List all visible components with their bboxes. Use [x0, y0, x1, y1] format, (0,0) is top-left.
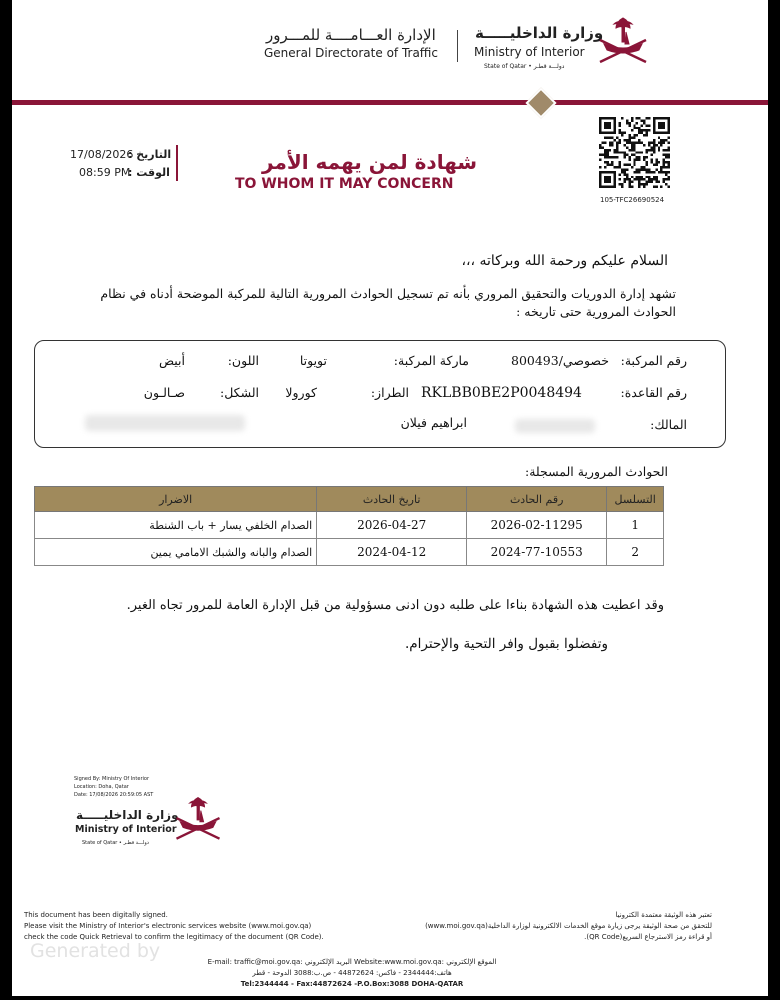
- reference-number: 105-TFC26690524: [600, 196, 665, 204]
- ministry-name-en: Ministry of Interior: [474, 45, 585, 59]
- contact-phone-ar: هاتف:2344444 - فاكس: 44872624 - ص.ب:3088 الدوحة - قطر: [252, 969, 452, 977]
- intro-paragraph: تشهد إدارة الدوريات والتحقيق المروري بأنه تم تسجيل الحوادث المرورية التالية للمركبة الموضحة أدناه في نظام الحوادث المرورية حتى تاريخه :: [100, 286, 676, 319]
- owner-label: المالك:: [650, 417, 687, 432]
- signature-location: Location: Doha, Qatar: [74, 784, 129, 790]
- vehicle-details-box: [34, 340, 726, 448]
- traffic-directorate-en: General Directorate of Traffic: [264, 46, 438, 60]
- color-label: اللون:: [227, 353, 259, 368]
- footer-arabic-note: [352, 910, 712, 943]
- col-seq: التسلسل: [607, 487, 664, 512]
- owner-value: ابراهيم فيلان: [400, 415, 467, 430]
- closing-statement: وقد اعطيت هذه الشهادة بناءا على طلبه دون ادنى مسؤولية من قبل الإدارة العامة للمرور تجاه الغير.: [126, 598, 664, 613]
- redacted-owner-ref: [85, 415, 245, 431]
- damage-cell: الصدام والبانه والشبك الامامي يمين: [35, 539, 317, 566]
- footer-contact: [202, 957, 502, 990]
- date-value: 17/08/2026: [70, 148, 134, 161]
- title-en: TO WHOM IT MAY CONCERN: [235, 176, 454, 192]
- time-value: 08:59 PM: [79, 166, 131, 179]
- footer-english-note: [24, 910, 324, 943]
- date-cell: 2026-04-27: [317, 512, 467, 539]
- damage-cell: الصدام الخلفي يسار + باب الشنطة: [35, 512, 317, 539]
- date-divider: [176, 145, 178, 181]
- date-label: التاريخ :: [128, 148, 172, 161]
- redacted-id: [515, 419, 595, 433]
- footer-en-line: Please visit the Ministry of Interior's electronic services website (www.moi.gov.qa): [24, 922, 312, 930]
- shape-label: الشكل:: [219, 385, 259, 400]
- closing-regards: وتفضلوا بقبول وافر التحية والإحترام.: [405, 636, 608, 652]
- make-label: ماركة المركبة:: [393, 353, 469, 368]
- chassis-label: رقم القاعدة:: [620, 385, 687, 400]
- header-divider: [457, 30, 458, 62]
- footer-ar-line: للتحقق من صحة الوثيقة يرجى زيارة موقع الخدمات الالكترونية لوزارة الداخلية(www.moi.gov.qa): [425, 922, 712, 930]
- qatar-emblem-icon: [169, 790, 227, 848]
- number-cell: 2026-02-11295: [467, 512, 607, 539]
- footer-ar-line: تعتبر هذه الوثيقة معتمدة الكترونيا: [615, 911, 712, 919]
- signature-ministry-ar: وزارة الداخليـــــة: [76, 808, 179, 822]
- number-cell: 2024-77-10553: [467, 539, 607, 566]
- accidents-heading: الحوادث المرورية المسجلة:: [525, 464, 668, 479]
- ministry-name-ar: وزارة الداخليـــــة: [475, 24, 604, 42]
- generated-by-watermark: Generated by: [30, 940, 161, 962]
- model-value: كورولا: [285, 385, 317, 400]
- shape-value: صـالـون: [143, 385, 185, 400]
- header-band: [12, 100, 768, 105]
- col-number: رقم الحادث: [467, 487, 607, 512]
- date-cell: 2024-04-12: [317, 539, 467, 566]
- contact-phone-en: Tel:2344444 - Fax:44872624 -P.O.Box:3088 DOHA-QATAR: [240, 980, 464, 988]
- signed-by: Signed By: Ministry Of Interior: [74, 776, 149, 782]
- make-value: تويوتا: [299, 353, 327, 368]
- state-of-qatar-label: State of Qatar • دولـــة قطـر: [484, 63, 565, 70]
- seq-cell: 1: [607, 512, 664, 539]
- plate-value: خصوصي/800493: [511, 353, 609, 368]
- table-row: [35, 512, 664, 539]
- chassis-value: RKLBB0BE2P0048494: [421, 385, 582, 401]
- certificate-page: [12, 0, 768, 996]
- qatar-emblem-icon: [592, 10, 654, 72]
- title-ar: شهادة لمن يهمه الأمر: [262, 150, 478, 174]
- accidents-table: [34, 486, 664, 566]
- table-header-row: [35, 487, 664, 512]
- footer-en-line: check the code Quick Retrieval to confirm the legitimacy of the document (QR Code).: [24, 933, 324, 941]
- footer-ar-line: أو قراءة رمز الاسترجاع السريع(QR Code).: [584, 933, 712, 941]
- greeting: السلام عليكم ورحمة الله وبركاته ،،،: [461, 253, 668, 269]
- plate-label: رقم المركبة:: [620, 353, 687, 368]
- digital-signature-info: [74, 775, 153, 799]
- header-diamond: [525, 87, 556, 118]
- contact-email-website: E-mail: traffic@moi.gov.qa: البريد الإلكتروني Website:www.moi.gov.qa: الموقع الإلكتروني: [207, 958, 497, 966]
- qr-code-icon: [599, 117, 670, 188]
- col-date: تاريخ الحادث: [317, 487, 467, 512]
- signature-state-label: State of Qatar • دولـــة قطـر: [82, 840, 149, 846]
- signature-ministry-en: Ministry of Interior: [75, 824, 177, 835]
- footer-en-line: This document has been digitally signed.: [24, 911, 168, 919]
- color-value: أبيض: [158, 353, 185, 368]
- col-damage: الاضرار: [35, 487, 317, 512]
- signature-date: Date: 17/08/2026 20:59:05 AST: [74, 792, 154, 798]
- traffic-directorate-ar: الإدارة العـــامــــة للمـــرور: [266, 26, 436, 44]
- model-label: الطراز:: [370, 385, 409, 400]
- seq-cell: 2: [607, 539, 664, 566]
- time-label: الوقت :: [128, 166, 170, 179]
- table-row: [35, 539, 664, 566]
